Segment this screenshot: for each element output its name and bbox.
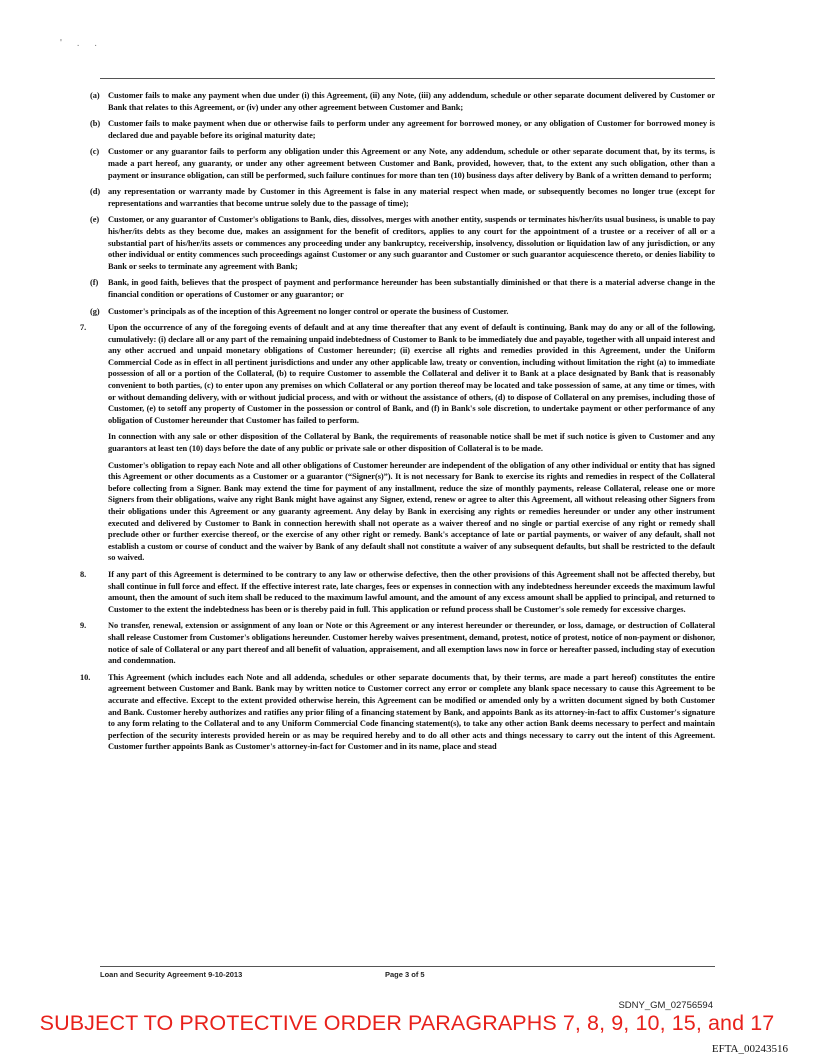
- scan-specks: ' . .: [60, 38, 104, 49]
- default-item: [80, 90, 715, 113]
- header-rule: [100, 78, 715, 79]
- item-text: Customer or any guarantor fails to perform any obligation under this Agreement or any Note, any addendum, schedule or other separate document that, by its terms, is made a part hereof, any guaranty, or under any other agreement between Customer and Bank, provided, however, that, to the extent any such obligation, other than a payment or insurance obligation, can still be performed, such failure continues for more than ten (10) business days after delivery by Bank of a written demand to perform;: [108, 147, 715, 180]
- item-label: (c): [90, 147, 100, 157]
- section-paragraph: In connection with any sale or other disposition of the Collateral by Bank, the requirements of reasonable notice shall be met if such notice is given to Customer and any guarantors at least ten (10) days before the date of any public or private sale or other disposition of Collateral is to be made.: [108, 432, 715, 454]
- default-item: [80, 118, 715, 141]
- section-number: 8.: [80, 569, 87, 579]
- item-label: (b): [90, 119, 101, 129]
- section-9: [80, 620, 715, 666]
- item-label: (f): [90, 278, 99, 288]
- defaults-list: [80, 90, 715, 317]
- item-label: (e): [90, 215, 100, 225]
- item-label: (g): [90, 306, 100, 316]
- item-label: (d): [90, 187, 101, 197]
- item-text: Customer fails to make any payment when due under (i) this Agreement, (ii) any Note, (iii) any addendum, schedule or other separate document delivered by Customer or Bank that relates to this Agreement, or (iv) under any other agreement between Customer and Bank;: [108, 91, 715, 112]
- section-10: [80, 672, 715, 753]
- item-text: Customer's principals as of the inception of this Agreement no longer control or operate the business of Customer.: [108, 306, 509, 316]
- section-number: 9.: [80, 621, 87, 631]
- section-paragraph: Upon the occurrence of any of the foregoing events of default and at any time thereafter that any event of default is continuing, Bank may do any or all of the following, cumulatively: (i) declare all or any part of the remaining unpaid indebtedness of Customer to Bank to be immediately due and payable, together with all unpaid interest and any other accrued and unpaid monetary obligations of Customer hereunder; (ii) exercise all rights and remedies provided in this Agreement, under the Uniform Commercial Code as in effect in all pertinent jurisdictions and under any other applicable law, treaty or convention, including without limitation the right (a) to immediate possession of all or a portion of the Collateral, (b) to require Customer to assemble the Collateral and deliver it to Bank at a place designated by Bank that is reasonably convenient to both parties, (c) to enter upon any premises on which Collateral or any portion thereof may be located and take possession of same, at any time or times, with or without demanding delivery, with or without judicial process, and with or without the assistance of others, (d) to dispose of Collateral on any premises, including those of Customer, (e) to setoff any property of Customer in the possession or control of Bank, and (f) in Bank's sole discretion, to undertake payment or other performance of any obligation of Customer hereunder that Customer has failed to perform.: [108, 323, 715, 425]
- item-text: Customer, or any guarantor of Customer's obligations to Bank, dies, dissolves, merges with another entity, suspends or terminates his/her/its usual business, is unable to pay his/her/its debts as they become due, makes an assignment for the benefit of creditors, applies to any court for the appointment of a trustee or a receiver of all or a substantial part of his/her/its assets or commences any proceeding under any bankruptcy, receivership, insolvency, dissolution or liquidation law of any jurisdiction, or any other individual or entity commences such proceedings against Customer or any such guarantor and Customer or such guarantor acquiescence thereto, or denies liability to Bank or seeks to terminate any agreement with Bank;: [108, 215, 715, 271]
- default-item: [80, 186, 715, 209]
- default-item: [80, 146, 715, 181]
- default-item: [80, 214, 715, 272]
- section-number: 10.: [80, 672, 91, 682]
- item-text: any representation or warranty made by Customer in this Agreement is false in any material respect when made, or subsequently becomes no longer true (except for representations and warranties that become untrue solely due to the passage of time);: [108, 187, 715, 208]
- section-paragraph: If any part of this Agreement is determined to be contrary to any law or otherwise defective, then the other provisions of this Agreement shall not be affected thereby, but shall continue in full force and effect. If the effective interest rate, late charges, fees or expenses in connection with any indebtedness hereunder exceeds the maximum lawful amount, then the amount of such item shall be reduced to the maximum lawful amount, and the amount of any excess amount shall be applied to principal, and returned to Customer to the extent the indebtedness has been or is thereby paid in full. This application or refund process shall be Customer's sole remedy for excessive charges.: [108, 569, 715, 614]
- footer-rule: [100, 966, 715, 967]
- footer-page-number: Page 3 of 5: [385, 970, 425, 979]
- default-item: [80, 306, 715, 318]
- item-text: Bank, in good faith, believes that the prospect of payment and performance hereunder has been substantially diminished or that there is a material adverse change in the financial condition or operations of Customer or any guarantor; or: [108, 278, 715, 299]
- item-text: Customer fails to make payment when due or otherwise fails to perform under any agreement for borrowed money, or any obligation of Customer for borrowed money is declared due and payable before its original maturity date;: [108, 119, 715, 140]
- section-paragraph: No transfer, renewal, extension or assignment of any loan or Note or this Agreement or any interest hereunder or thereunder, or loss, damage, or destruction of Collateral shall release Customer from Customer's obligations hereunder. Customer hereby waives presentment, demand, protest, notice of protest, notice of non-payment or dishonor, notice of sale of Collateral or any part thereof and all benefit of valuation, appraisement, and all exemption laws now in force or hereafter passed, including stay of execution and condemnation.: [108, 621, 715, 666]
- footer-document-name: Loan and Security Agreement 9-10-2013: [100, 970, 243, 979]
- protective-order-stamp: SUBJECT TO PROTECTIVE ORDER PARAGRAPHS 7, 8, 9, 10, 15, and 17: [39, 1011, 775, 1035]
- section-8: [80, 569, 715, 615]
- section-paragraph: Customer's obligation to repay each Note and all other obligations of Customer hereunder are independent of the obligation of any other individual or entity that has signed this Agreement or other documents as a Customer or a guarantor (“Signer(s)”). It is not necessary for Bank to exercise its rights and remedies in respect of the Collateral before collecting from a Signer. Bank may extend the time for payment of any installment, reduce the size of monthly payments, release Collateral, release one or more Signers from their obligations, waive any right Bank might have against any Signer, extend, renew or agree to alter this Agreement, all without releasing other Signers from their obligations under this Agreement or any guaranty agreement. Any delay by Bank in exercising any rights or remedies hereunder or under any other instrument executed and delivered by Customer to Bank in connection herewith shall not operate as a waiver thereof and no single or partial exercise of any right or remedy shall preclude other or further exercise thereof, or the exercise of any other right or remedy. Bank's acceptance of late or partial payments, or waiver of any default, shall not establish a custom or course of conduct and the waiver by Bank of any default shall not constitute a waiver of any subsequent defaults, but shall be restricted to the default so waived.: [108, 460, 715, 563]
- section-number: 7.: [80, 323, 87, 333]
- document-body: [80, 90, 715, 758]
- section-7: [80, 322, 715, 426]
- item-label: (a): [90, 91, 100, 100]
- section-paragraph: This Agreement (which includes each Note and all addenda, schedules or other separate documents that, by their terms, are made a part hereof) constitutes the entire agreement between Customer and Bank. Bank may by written notice to Customer correct any error or complete any blank space necessary to cause this Agreement to be accurate and effective. Except to the extent provided otherwise herein, this Agreement can be modified or amended only by a written document signed by both Customer and Bank. Customer hereby authorizes and ratifies any prior filing of a financing statement by Bank, and appoints Bank as its attorney-in-fact to affix Customer's signature to any form relating to the Collateral and to any Uniform Commercial Code financing statement(s), to take any other action Bank deems necessary to perfect and maintain perfection of the security interests provided herein or as may be required hereby and to do all other acts and things necessary to carry out the intent of this Agreement. Customer further appoints Bank as Customer's attorney-in-fact for Customer and in its name, place and stead: [108, 672, 715, 752]
- default-item: [80, 277, 715, 300]
- bates-number: SDNY_GM_02756594: [618, 1000, 713, 1011]
- efta-number: EFTA_00243516: [711, 1043, 788, 1055]
